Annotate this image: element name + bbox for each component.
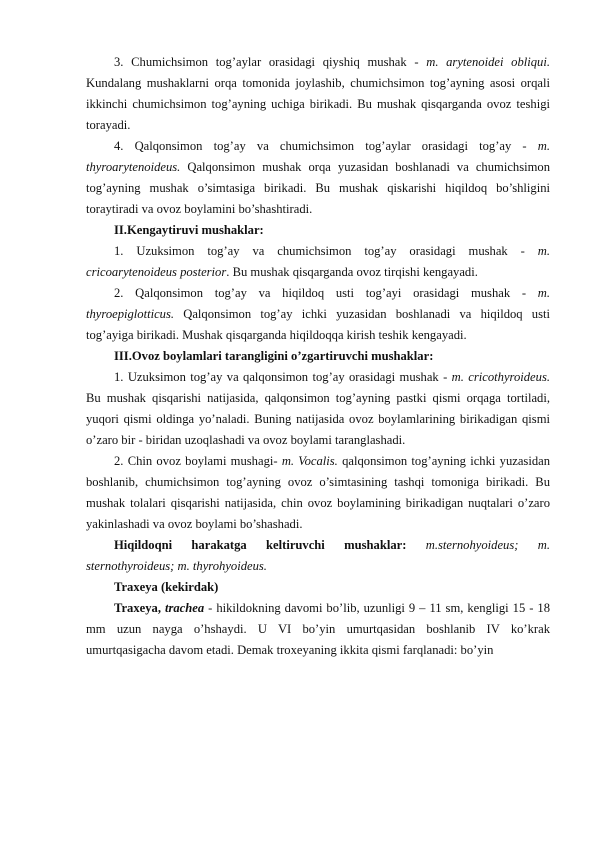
latin-term: m.sternohyoideus; m. sternothyroideus; m. thyrohyoideus. [86,538,550,573]
text-run: . Bu mushak qisqarganda ovoz tirqishi kengayadi. [226,265,478,279]
paragraph [86,52,550,136]
paragraph [86,598,550,661]
text-run [406,538,425,552]
latin-term: m. Vocalis. [281,454,338,468]
paragraph [86,535,550,577]
paragraph [86,241,550,283]
heading-text: Traxeya (kekirdak) [114,580,219,594]
latin-term: m. thyroepiglotticus. [86,286,550,321]
paragraph [86,451,550,535]
paragraph [86,367,550,451]
text-run: 4. Qalqonsimon tog’ay va chumichsimon tog’aylar orasidagi tog’ay - [114,139,538,153]
text-run: Qalqonsimon tog’ay ichki yuzasidan boshlanadi va hiqildoq usti tog’ayiga birikadi. Mushak qisqarganda hiqildoqqa kirish teshik kengayadi. [86,307,550,342]
section-heading [86,577,550,598]
latin-term: m. arytenoidei obliqui. [426,55,550,69]
latin-term: m. cricoarytenoideus posterior [86,244,550,279]
term-bold: Traxeya, [114,601,165,615]
heading-text: III.Ovoz boylamlari tarangligini o’zgartiruvchi mushaklar: [114,349,434,363]
text-run: 2. Chin ovoz boylami mushagi- [114,454,282,468]
section-heading [86,346,550,367]
latin-term: m. cricothyroideus. [451,370,550,384]
text-run: 3. Chumichsimon tog’aylar orasidagi qiyshiq mushak - [114,55,427,69]
heading-text: II.Kengaytiruvi mushaklar: [114,223,264,237]
paragraph [86,136,550,220]
text-run: Qalqonsimon mushak orqa yuzasidan boshlanadi va chumichsimon tog’ayning mushak o’simtasiga birikadi. Bu mushak qiskarishi hiqildoq bo’shligini toraytiradi va ovoz boylamini bo’shashtiradi. [86,160,550,216]
text-run: Kundalang mushaklarni orqa tomonida joylashib, chumichsimon tog’ayning asosi orqali ikkinchi chumichsimon tog’ayning uchiga birikadi. Bu mushak qisqarganda ovoz teshigi torayadi. [86,76,550,132]
latin-term: trachea [164,601,205,615]
text-run: 2. Qalqonsimon tog’ay va hiqildoq usti tog’ayi orasidagi mushak - [114,286,538,300]
text-run: qalqonsimon tog’ayning ichki yuzasidan boshlanib, chumichsimon tog’ayning ovoz o’simtasining tashqi tomoniga birikadi. Bu mushak tolalari qisqarishi natijasida, chin ovoz boylamining birikadigan nuqtalari o’zaro yakinlashadi va ovoz boylami bo’shashadi. [86,454,551,531]
latin-term: m. thyroarytenoideus. [86,139,550,174]
text-run: 1. Uzuksimon tog’ay va qalqonsimon tog’ay orasidagi mushak - [114,370,452,384]
text-run: 1. Uzuksimon tog’ay va chumichsimon tog’ay orasidagi mushak - [114,244,538,258]
text-run: Bu mushak qisqarishi natijasida, qalqonsimon tog’ayning pastki qismi orqaga tortiladi, yuqori qismi oldinga yo’naladi. Buning natijasida ovoz boylamlarining birikadigan qismi o’zaro bir - biridan uzoqlashadi va ovoz boylami taranglashadi. [86,391,550,447]
text-run: - hikildokning davomi bo’lib, uzunligi 9 – 11 sm, kengligi 15 - 18 mm uzun nayga o’hshaydi. U VI bo’yin umurtqasidan boshlanib IV ko’krak umurtqasigacha davom etadi. Demak troxeyaning ikkita qismi farqlanadi: bo’yin [86,601,550,657]
section-heading [86,220,550,241]
heading-text: Hiqildoqni harakatga keltiruvchi mushaklar: [114,538,407,552]
paragraph [86,283,550,346]
